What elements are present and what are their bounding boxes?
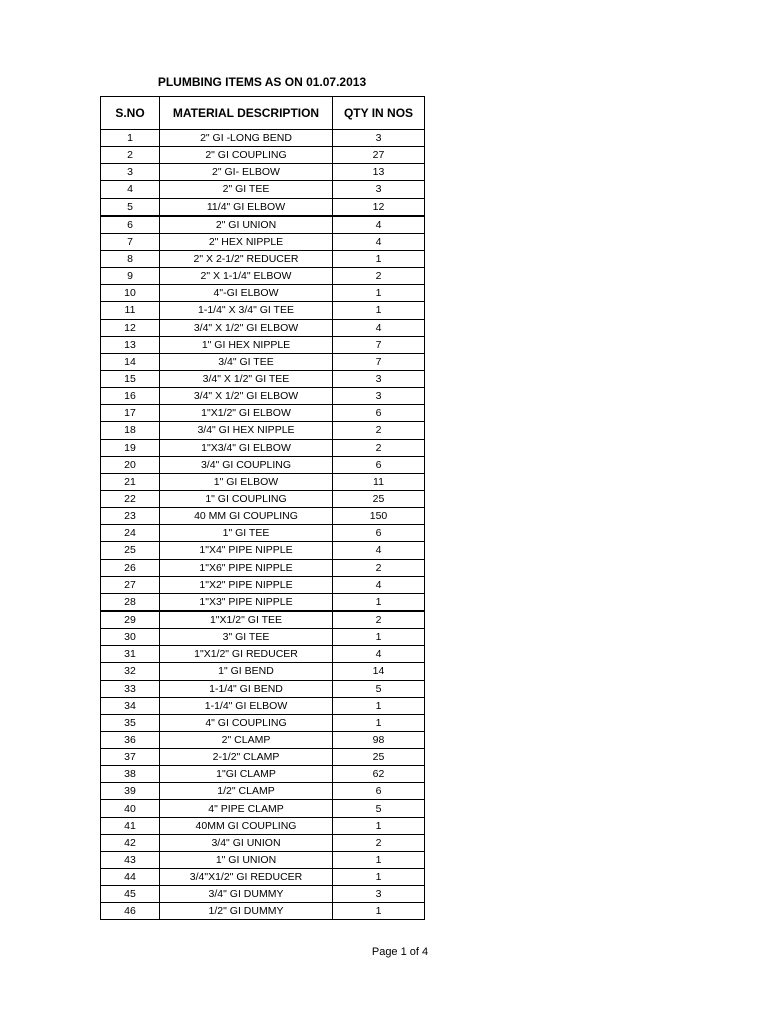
table-row <box>101 542 425 559</box>
sno-cell: 14 <box>101 353 160 370</box>
qty-cell: 12 <box>333 198 425 216</box>
description-cell: 4"-GI ELBOW <box>160 285 333 302</box>
qty-cell: 2 <box>333 268 425 285</box>
description-header: MATERIAL DESCRIPTION <box>160 97 333 130</box>
qty-cell: 1 <box>333 903 425 920</box>
description-cell: 1"X4" PIPE NIPPLE <box>160 542 333 559</box>
description-cell: 1/2" CLAMP <box>160 783 333 800</box>
description-cell: 1" GI BEND <box>160 663 333 680</box>
sno-cell: 23 <box>101 508 160 525</box>
sno-cell: 42 <box>101 834 160 851</box>
sno-cell: 10 <box>101 285 160 302</box>
sno-cell: 20 <box>101 456 160 473</box>
qty-cell: 14 <box>333 663 425 680</box>
description-cell: 2-1/2" CLAMP <box>160 749 333 766</box>
table-row <box>101 525 425 542</box>
qty-cell: 5 <box>333 680 425 697</box>
page-title: PLUMBING ITEMS AS ON 01.07.2013 <box>157 75 367 89</box>
sno-cell: 43 <box>101 851 160 868</box>
table-row <box>101 663 425 680</box>
qty-cell: 1 <box>333 285 425 302</box>
sno-cell: 44 <box>101 869 160 886</box>
table-row <box>101 319 425 336</box>
description-cell: 1-1/4" X 3/4" GI TEE <box>160 302 333 319</box>
sno-cell: 13 <box>101 336 160 353</box>
sno-cell: 25 <box>101 542 160 559</box>
qty-cell: 1 <box>333 593 425 611</box>
sno-cell: 32 <box>101 663 160 680</box>
description-cell: 3" GI TEE <box>160 629 333 646</box>
sno-cell: 38 <box>101 766 160 783</box>
table-row <box>101 198 425 216</box>
qty-cell: 2 <box>333 834 425 851</box>
table-row <box>101 869 425 886</box>
qty-cell: 7 <box>333 336 425 353</box>
table-row <box>101 886 425 903</box>
description-cell: 1"X3" PIPE NIPPLE <box>160 593 333 611</box>
table-row <box>101 817 425 834</box>
table-row <box>101 422 425 439</box>
description-cell: 3/4" GI UNION <box>160 834 333 851</box>
qty-cell: 6 <box>333 405 425 422</box>
description-cell: 1" GI COUPLING <box>160 490 333 507</box>
table-row <box>101 749 425 766</box>
sno-cell: 40 <box>101 800 160 817</box>
table-row <box>101 800 425 817</box>
sno-cell: 28 <box>101 593 160 611</box>
qty-cell: 4 <box>333 233 425 250</box>
table-row <box>101 611 425 629</box>
sno-cell: 7 <box>101 233 160 250</box>
table-row <box>101 336 425 353</box>
qty-cell: 1 <box>333 629 425 646</box>
sno-cell: 6 <box>101 216 160 234</box>
description-cell: 2" GI UNION <box>160 216 333 234</box>
header-row <box>101 97 425 130</box>
description-cell: 2" X 1-1/4" ELBOW <box>160 268 333 285</box>
sno-cell: 33 <box>101 680 160 697</box>
sno-header: S.NO <box>101 97 160 130</box>
qty-cell: 3 <box>333 388 425 405</box>
sno-cell: 8 <box>101 250 160 267</box>
sno-cell: 37 <box>101 749 160 766</box>
description-cell: 3/4" X 1/2" GI TEE <box>160 370 333 387</box>
description-cell: 1" GI ELBOW <box>160 473 333 490</box>
table-row <box>101 370 425 387</box>
sno-cell: 4 <box>101 181 160 198</box>
sno-cell: 2 <box>101 147 160 164</box>
sno-cell: 1 <box>101 130 160 147</box>
qty-cell: 2 <box>333 439 425 456</box>
table-row <box>101 629 425 646</box>
qty-cell: 4 <box>333 319 425 336</box>
description-cell: 2" CLAMP <box>160 731 333 748</box>
sno-cell: 12 <box>101 319 160 336</box>
description-cell: 1"X6" PIPE NIPPLE <box>160 559 333 576</box>
description-cell: 1" GI TEE <box>160 525 333 542</box>
description-cell: 2" HEX NIPPLE <box>160 233 333 250</box>
qty-cell: 1 <box>333 697 425 714</box>
qty-cell: 25 <box>333 749 425 766</box>
table-row <box>101 250 425 267</box>
table-row <box>101 766 425 783</box>
description-cell: 4" GI COUPLING <box>160 714 333 731</box>
description-cell: 3/4"X1/2" GI REDUCER <box>160 869 333 886</box>
sno-cell: 17 <box>101 405 160 422</box>
qty-cell: 1 <box>333 714 425 731</box>
sno-cell: 41 <box>101 817 160 834</box>
qty-cell: 25 <box>333 490 425 507</box>
table-row <box>101 216 425 234</box>
sno-cell: 16 <box>101 388 160 405</box>
table-header <box>101 97 425 130</box>
sno-cell: 3 <box>101 164 160 181</box>
description-cell: 3/4" X 1/2" GI ELBOW <box>160 388 333 405</box>
qty-cell: 98 <box>333 731 425 748</box>
table-row <box>101 147 425 164</box>
description-cell: 1" GI UNION <box>160 851 333 868</box>
qty-cell: 27 <box>333 147 425 164</box>
qty-cell: 2 <box>333 422 425 439</box>
qty-cell: 2 <box>333 559 425 576</box>
table-row <box>101 456 425 473</box>
qty-cell: 62 <box>333 766 425 783</box>
sno-cell: 26 <box>101 559 160 576</box>
table-row <box>101 388 425 405</box>
sno-cell: 34 <box>101 697 160 714</box>
description-cell: 3/4" GI COUPLING <box>160 456 333 473</box>
sno-cell: 15 <box>101 370 160 387</box>
table-row <box>101 731 425 748</box>
description-cell: 1-1/4" GI ELBOW <box>160 697 333 714</box>
qty-cell: 11 <box>333 473 425 490</box>
table-row <box>101 714 425 731</box>
sno-cell: 39 <box>101 783 160 800</box>
description-cell: 3/4" GI TEE <box>160 353 333 370</box>
qty-cell: 4 <box>333 576 425 593</box>
sno-cell: 24 <box>101 525 160 542</box>
table-row <box>101 697 425 714</box>
qty-cell: 150 <box>333 508 425 525</box>
sno-cell: 11 <box>101 302 160 319</box>
table-row <box>101 490 425 507</box>
description-cell: 1" GI HEX NIPPLE <box>160 336 333 353</box>
description-cell: 1"X1/2" GI ELBOW <box>160 405 333 422</box>
qty-cell: 1 <box>333 302 425 319</box>
sno-cell: 46 <box>101 903 160 920</box>
qty-header: QTY IN NOS <box>333 97 425 130</box>
table-row <box>101 576 425 593</box>
table-body <box>101 130 425 920</box>
sno-cell: 31 <box>101 646 160 663</box>
table-row <box>101 130 425 147</box>
page-number: Page 1 of 4 <box>371 946 429 958</box>
description-cell: 1"X1/2" GI TEE <box>160 611 333 629</box>
sno-cell: 29 <box>101 611 160 629</box>
table-row <box>101 508 425 525</box>
qty-cell: 2 <box>333 611 425 629</box>
table-row <box>101 285 425 302</box>
description-cell: 1"GI CLAMP <box>160 766 333 783</box>
description-cell: 3/4" X 1/2" GI ELBOW <box>160 319 333 336</box>
table-row <box>101 164 425 181</box>
qty-cell: 3 <box>333 886 425 903</box>
qty-cell: 6 <box>333 783 425 800</box>
table-row <box>101 903 425 920</box>
qty-cell: 6 <box>333 456 425 473</box>
table-row <box>101 559 425 576</box>
sno-cell: 22 <box>101 490 160 507</box>
qty-cell: 4 <box>333 646 425 663</box>
qty-cell: 7 <box>333 353 425 370</box>
table-row <box>101 302 425 319</box>
qty-cell: 1 <box>333 250 425 267</box>
qty-cell: 1 <box>333 817 425 834</box>
sno-cell: 30 <box>101 629 160 646</box>
qty-cell: 4 <box>333 216 425 234</box>
description-cell: 3/4" GI DUMMY <box>160 886 333 903</box>
table-row <box>101 646 425 663</box>
sno-cell: 36 <box>101 731 160 748</box>
sno-cell: 21 <box>101 473 160 490</box>
description-cell: 1"X2" PIPE NIPPLE <box>160 576 333 593</box>
description-cell: 1"X1/2" GI REDUCER <box>160 646 333 663</box>
qty-cell: 3 <box>333 370 425 387</box>
table-row <box>101 353 425 370</box>
table-row <box>101 181 425 198</box>
sno-cell: 35 <box>101 714 160 731</box>
description-cell: 40 MM GI COUPLING <box>160 508 333 525</box>
table-row <box>101 233 425 250</box>
table-row <box>101 851 425 868</box>
sno-cell: 9 <box>101 268 160 285</box>
sno-cell: 45 <box>101 886 160 903</box>
table-row <box>101 268 425 285</box>
qty-cell: 13 <box>333 164 425 181</box>
sno-cell: 27 <box>101 576 160 593</box>
sno-cell: 19 <box>101 439 160 456</box>
description-cell: 2" GI TEE <box>160 181 333 198</box>
description-cell: 1"X3/4" GI ELBOW <box>160 439 333 456</box>
description-cell: 1-1/4" GI BEND <box>160 680 333 697</box>
qty-cell: 6 <box>333 525 425 542</box>
description-cell: 1/2" GI DUMMY <box>160 903 333 920</box>
qty-cell: 3 <box>333 181 425 198</box>
description-cell: 4" PIPE CLAMP <box>160 800 333 817</box>
qty-cell: 1 <box>333 851 425 868</box>
sno-cell: 18 <box>101 422 160 439</box>
table-row <box>101 680 425 697</box>
qty-cell: 1 <box>333 869 425 886</box>
qty-cell: 5 <box>333 800 425 817</box>
plumbing-items-table <box>100 96 425 920</box>
table-row <box>101 783 425 800</box>
description-cell: 2" GI- ELBOW <box>160 164 333 181</box>
table-row <box>101 593 425 611</box>
description-cell: 3/4" GI HEX NIPPLE <box>160 422 333 439</box>
description-cell: 40MM GI COUPLING <box>160 817 333 834</box>
table-row <box>101 405 425 422</box>
qty-cell: 3 <box>333 130 425 147</box>
sno-cell: 5 <box>101 198 160 216</box>
description-cell: 2" GI COUPLING <box>160 147 333 164</box>
qty-cell: 4 <box>333 542 425 559</box>
table-row <box>101 439 425 456</box>
table-row <box>101 473 425 490</box>
table-row <box>101 834 425 851</box>
description-cell: 2" X 2-1/2" REDUCER <box>160 250 333 267</box>
description-cell: 11/4" GI ELBOW <box>160 198 333 216</box>
description-cell: 2" GI -LONG BEND <box>160 130 333 147</box>
